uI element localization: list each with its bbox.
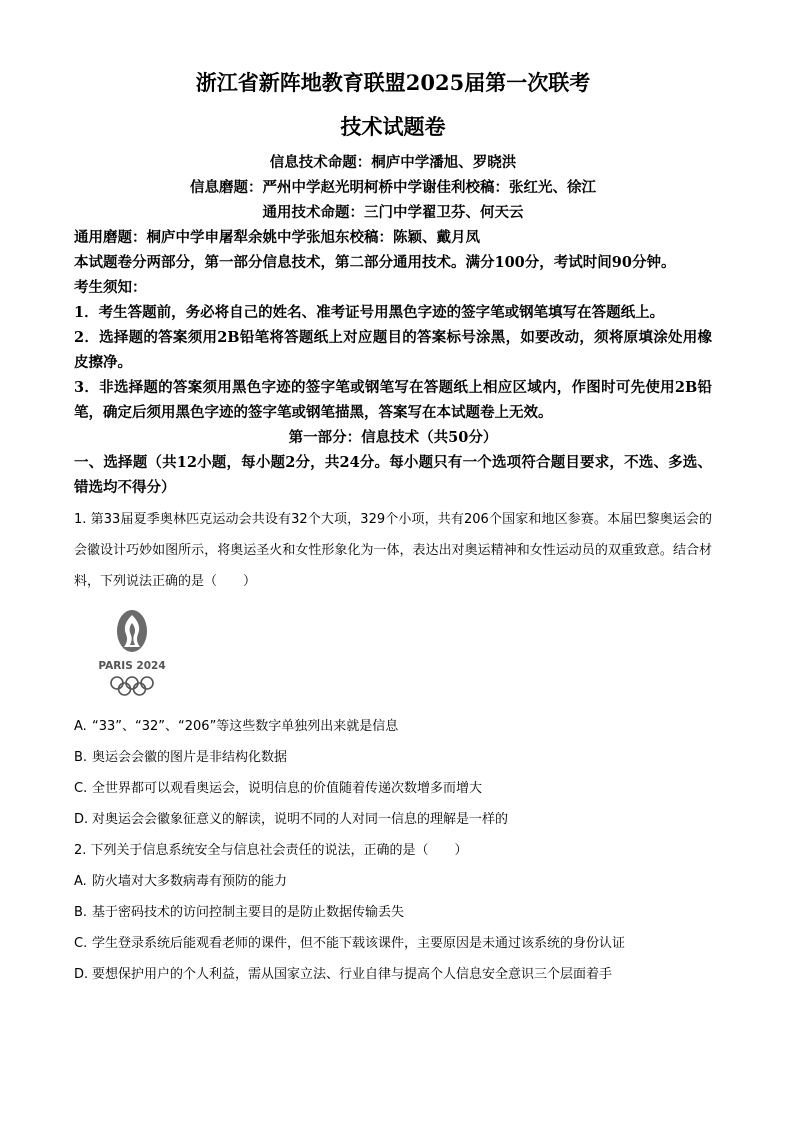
exam-intro: 本试题卷分两部分，第一部分信息技术，第二部分通用技术。满分100分，考试时间90分钟。	[74, 254, 676, 271]
exam-subtitle: 技术试题卷	[340, 114, 446, 139]
option-b: B. 基于密码技术的访问控制主要目的是防止数据传输丢失	[74, 905, 405, 920]
notice-item: 1．考生答题前，务必将自己的姓名、准考证号用黑色字迹的签字笔或钢笔填写在答题纸上。	[74, 304, 665, 321]
credit-line: 通用技术命题：三门中学翟卫芬、何天云	[262, 204, 524, 221]
paris-2024-logo	[96, 609, 168, 701]
option-c: C. 学生登录系统后能观看老师的课件，但不能下载该课件，主要原因是未通过该系统的身份认证	[74, 936, 626, 951]
option-b: B. 奥运会会徽的图片是非结构化数据	[74, 750, 288, 765]
credit-line: 信息磨题：严州中学赵光明柯桥中学谢佳利校稿：张红光、徐江	[190, 179, 596, 196]
logo-wordmark: PARIS 2024	[98, 660, 166, 672]
option-d: D. 对奥运会会徽象征意义的解读，说明不同的人对同一信息的理解是一样的	[74, 812, 509, 827]
question-stem: 2. 下列关于信息系统安全与信息社会责任的说法，正确的是（ ）	[74, 843, 468, 858]
paris-2024-emblem-icon	[96, 609, 168, 701]
notice-item: 2．选择题的答案须用2B铅笔将答题纸上对应题目的答案标号涂黑，如要改动，须将原填涂处用橡皮擦净。	[74, 329, 712, 371]
credit-line: 通用磨题：桐庐中学申屠犁余姚中学张旭东校稿：陈颖、戴月凤	[74, 229, 480, 246]
option-c: C. 全世界都可以观看奥运会，说明信息的价值随着传递次数增多而增大	[74, 781, 483, 796]
option-d: D. 要想保护用户的个人利益，需从国家立法、行业自律与提高个人信息安全意识三个层面着手	[74, 967, 613, 982]
exam-title: 浙江省新阵地教育联盟2025届第一次联考	[195, 70, 591, 95]
section-heading: 一、选择题（共12小题，每小题2分，共24分。每小题只有一个选项符合题目要求，不选、多选、错选均不得分）	[74, 454, 712, 496]
option-a: A. 防火墙对大多数病毒有预防的能力	[74, 874, 288, 889]
notice-item: 3．非选择题的答案须用黑色字迹的签字笔或钢笔写在答题纸上相应区域内，作图时可先使用2B铅笔，确定后须用黑色字迹的签字笔或钢笔描黑，答案写在本试题卷上无效。	[74, 379, 712, 421]
option-a: A. “33”、“32”、“206”等这些数字单独列出来就是信息	[74, 719, 399, 734]
credit-line: 信息技术命题：桐庐中学潘旭、罗晓洪	[269, 154, 517, 171]
question-stem: 1. 第33届夏季奥林匹克运动会共设有32个大项，329个小项，共有206个国家和地区参赛。本届巴黎奥运会的会徽设计巧妙如图所示，将奥运圣火和女性形象化为一体，表达出对奥运精神和女性运动员的双重致意。结合材料，下列说法正确的是（ ）	[74, 512, 712, 589]
notice-heading: 考生须知：	[74, 279, 147, 296]
part-title: 第一部分：信息技术（共50分）	[288, 429, 498, 446]
